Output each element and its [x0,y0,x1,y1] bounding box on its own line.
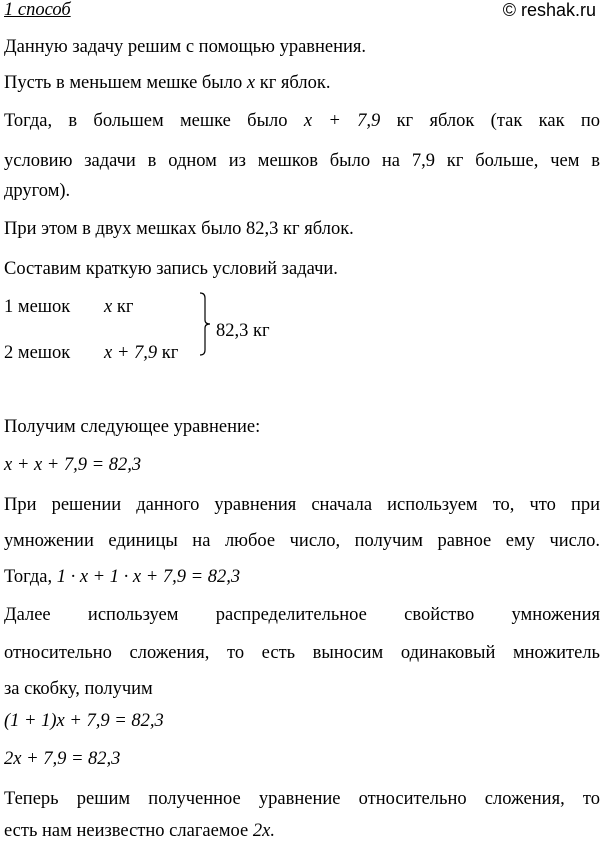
then-eq-line: Тогда, 1 · x + 1 · x + 7,9 = 82,3 [4,567,241,587]
final-line-2: есть нам неизвестно слагаемое 2x. [4,821,275,841]
then-line: Тогда, в большем мешке было x + 7,9 кг яблок (так как по [4,111,601,131]
distributive-line-3: за скобку, получим [4,679,153,699]
solve-line-1: При решении данного уравнения сначала используем то, что при [4,495,600,515]
let-line: Пусть в меньшем мешке было x кг яблок. [4,73,331,93]
short-note-line: Составим краткую запись условий задачи. [4,259,338,279]
other-line: другом). [4,181,71,201]
equation-1: x + x + 7,9 = 82,3 [4,455,142,475]
row2-value: x + 7,9 кг [104,343,179,363]
two-bags-line: При этом в двух мешках было 82,3 кг яблок. [4,219,354,239]
distributive-line-1: Далее используем распределительное свойство умножения [4,605,600,625]
total-value: 82,3 кг [216,321,270,341]
right-brace-icon [200,292,210,356]
row1-value: x кг [104,297,134,317]
row1-label: 1 мешок [4,297,71,317]
row2-label: 2 мешок [4,343,71,363]
intro-line: Данную задачу решим с помощью уравнения. [4,37,367,57]
var-x: x [246,73,256,93]
equation-2: (1 + 1)x + 7,9 = 82,3 [4,711,164,731]
equation-unit: 1 · x + 1 · x + 7,9 = 82,3 [56,567,241,587]
method-heading: 1 способ [4,0,71,20]
site-watermark: © reshak.ru [502,0,596,20]
solve-line-2: умножении единицы на любое число, получим равное ему число. [4,531,600,551]
condition-line: условию задачи в одном из мешков было на 7,9 кг больше, чем в [4,151,600,171]
final-line-1: Теперь решим полученное уравнение относительно сложения, то [4,789,600,809]
equation-3: 2x + 7,9 = 82,3 [4,749,121,769]
distributive-line-2: относительно сложения, то есть выносим одинаковый множитель [4,643,600,663]
get-equation-line: Получим следующее уравнение: [4,417,261,437]
